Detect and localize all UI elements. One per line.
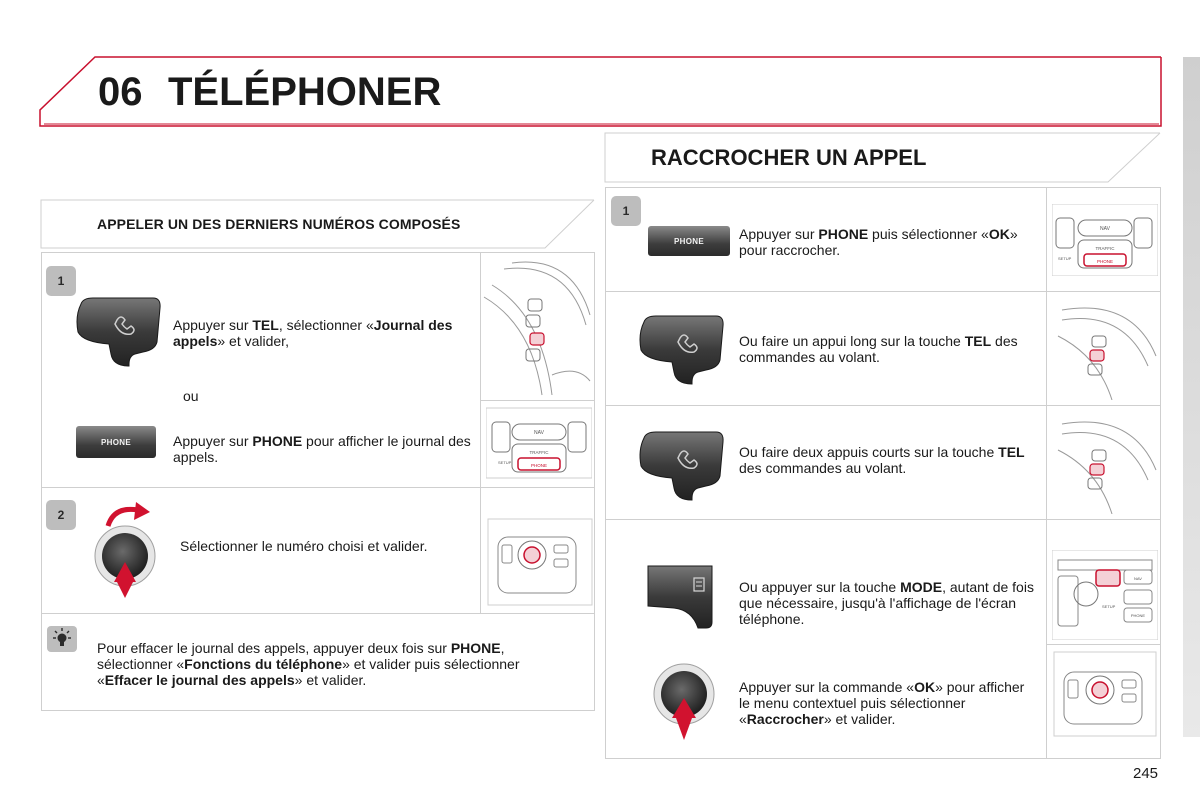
console-label-phone: PHONE xyxy=(530,463,548,468)
console-knob-illustration xyxy=(1052,650,1158,738)
chapter-title: TÉLÉPHONER xyxy=(168,70,442,114)
chapter-number: 06 xyxy=(98,70,143,114)
tel-button-icon xyxy=(73,296,163,368)
phone-button: PHONE xyxy=(76,426,156,458)
console-label-nav: NAV xyxy=(1134,576,1142,581)
hangup-phone-instruction: Appuyer sur PHONE puis sélectionner «OK» pour raccrocher. xyxy=(739,226,1018,258)
console-mode-illustration xyxy=(1052,550,1158,640)
tip-text: Pour effacer le journal des appels, appuyer deux fois sur PHONE, sélectionner «Fonctions du téléphone» et valider puis sélectionner «Effacer le journal des appels» et valider. xyxy=(97,640,520,688)
console-label-traffic: TRAFFIC xyxy=(1095,246,1115,251)
mode-button-icon xyxy=(644,562,716,630)
hangup-mode-instruction: Ou appuyer sur la touche MODE, autant de fois que nécessaire, jusqu'à l'affichage de l'écran téléphone. xyxy=(739,579,1034,627)
step1-tel-instruction: Appuyer sur TEL, sélectionner «Journal des appels» et valider, xyxy=(173,317,453,349)
step-badge-1: 1 xyxy=(46,266,76,296)
hangup-tel-long-instruction: Ou faire un appui long sur la touche TEL des commandes au volant. xyxy=(739,333,1018,365)
steering-wheel-illustration xyxy=(482,255,594,397)
right-section-title: RACCROCHER UN APPEL xyxy=(651,145,927,170)
page-number: 245 xyxy=(1133,765,1159,782)
or-separator: ou xyxy=(183,388,199,404)
right-console-phone-illustration xyxy=(1052,204,1158,276)
steering-wheel-illustration xyxy=(1052,296,1158,400)
console-label-setup: SETUP xyxy=(1102,604,1116,609)
lightbulb-icon xyxy=(47,626,77,652)
right-step-badge-1: 1 xyxy=(611,196,641,226)
console-label-phone: PHONE xyxy=(1096,259,1114,264)
hangup-ok-instruction: Appuyer sur la commande «OK» pour afficher le menu contextuel puis sélectionner «Raccrocher» et valider. xyxy=(739,679,1025,727)
console-label-setup: SETUP xyxy=(498,460,512,465)
tel-button-icon xyxy=(636,430,726,502)
right-phone-button: PHONE xyxy=(648,226,730,256)
console-label-nav: NAV xyxy=(1100,226,1110,232)
tel-button-icon xyxy=(636,314,726,386)
steering-wheel-illustration xyxy=(1052,410,1158,514)
left-section-title: APPELER UN DES DERNIERS NUMÉROS COMPOSÉS xyxy=(97,216,461,232)
hangup-tel-double-instruction: Ou faire deux appuis courts sur la touche TEL des commandes au volant. xyxy=(739,444,1025,476)
chapter-side-tab xyxy=(1183,57,1200,737)
console-label-phone: PHONE xyxy=(1130,613,1146,618)
step1-phone-instruction: Appuyer sur PHONE pour afficher le journal des appels. xyxy=(173,433,471,465)
console-label-setup: SETUP xyxy=(1058,256,1072,261)
rotary-knob-icon xyxy=(94,500,160,600)
console-label-nav: NAV xyxy=(534,430,544,436)
step-badge-2: 2 xyxy=(46,500,76,530)
rotary-knob-icon xyxy=(652,660,718,742)
console-label-traffic: TRAFFIC xyxy=(529,450,549,455)
step2-instruction: Sélectionner le numéro choisi et valider. xyxy=(180,538,428,554)
console-knob-illustration xyxy=(484,515,594,609)
console-phone-illustration xyxy=(486,404,592,482)
